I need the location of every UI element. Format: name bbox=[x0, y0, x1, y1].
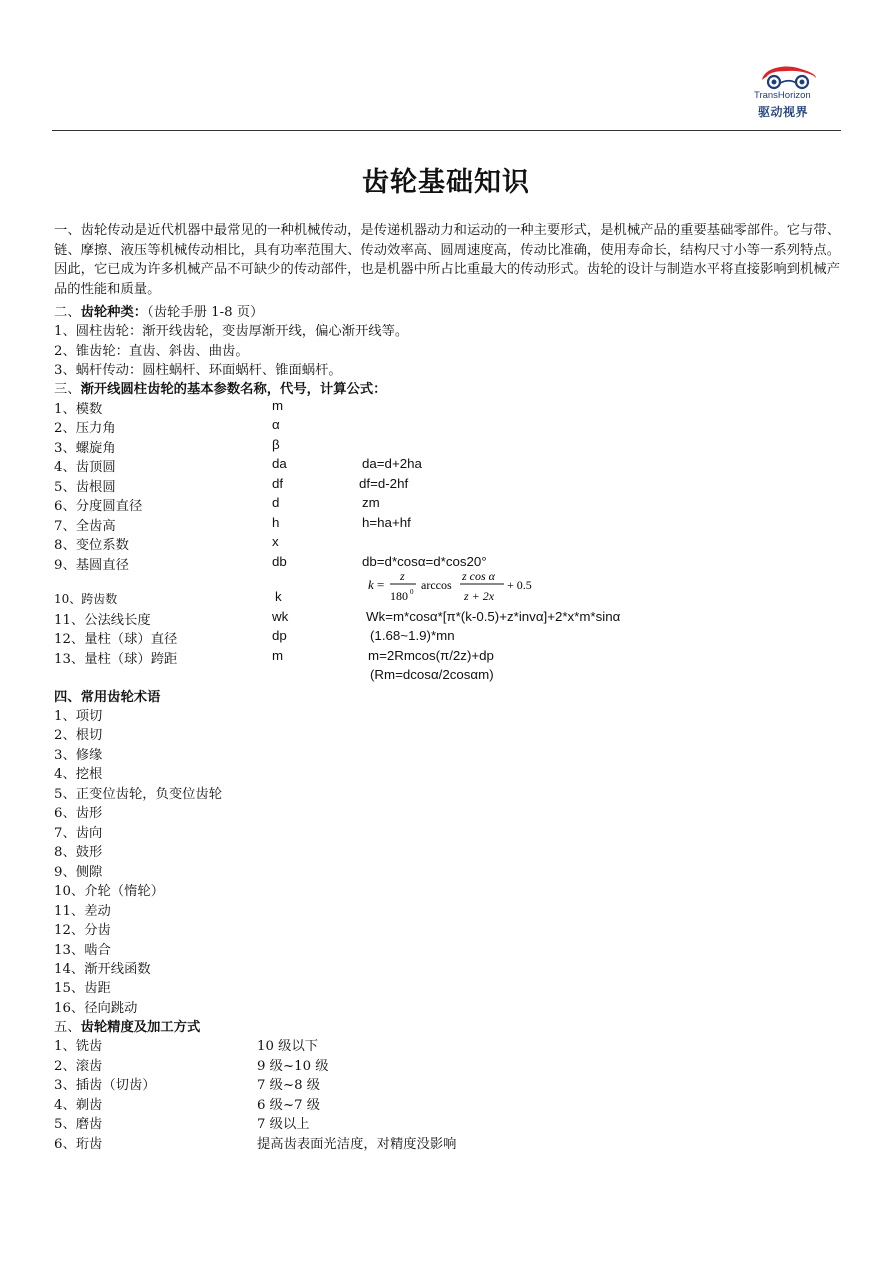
list-item: 3、蜗杆传动：圆柱蜗杆、环面蜗杆、锥面蜗杆。 bbox=[54, 363, 342, 378]
method-grade: 10 级以下 bbox=[257, 1039, 319, 1054]
param-name: 8、变位系数 bbox=[54, 538, 129, 553]
list-item: 8、鼓形 bbox=[54, 845, 103, 860]
param-code: d bbox=[272, 495, 280, 510]
param-code: m bbox=[272, 398, 284, 413]
section2-note: （齿轮手册 1-8 页） bbox=[147, 305, 264, 320]
section2-title: 齿轮种类： bbox=[80, 305, 148, 320]
param-name: 7、全齿高 bbox=[54, 519, 116, 534]
list-item: 9、侧隙 bbox=[54, 865, 103, 880]
formula-z2x: z + 2x bbox=[464, 589, 495, 603]
list-item: 2、根切 bbox=[54, 728, 103, 743]
formula-zcos: z cos α bbox=[462, 569, 495, 583]
param-name: 2、压力角 bbox=[54, 421, 116, 436]
formula-arccos: arccos bbox=[421, 578, 452, 592]
method-name: 3、插齿（切齿） bbox=[54, 1078, 156, 1093]
param-code: wk bbox=[272, 609, 289, 624]
param-name: 10、跨齿数 bbox=[54, 592, 118, 606]
param-name: 5、齿根圆 bbox=[54, 480, 116, 495]
param-formula: h=ha+hf bbox=[362, 515, 411, 530]
param-formula: Wk=m*cosα*[π*(k-0.5)+z*invα]+2*x*m*sinα bbox=[366, 609, 621, 624]
param-formula: da=d+2ha bbox=[362, 456, 422, 471]
method-grade: 7 级以上 bbox=[257, 1117, 310, 1132]
formula-eq: = bbox=[377, 577, 385, 592]
list-item: 3、修缘 bbox=[54, 748, 103, 763]
logo-text-en: TransHorizon bbox=[754, 90, 811, 101]
formula-deg: 0 bbox=[410, 588, 414, 596]
param-formula: zm bbox=[362, 495, 380, 510]
param-code: k bbox=[275, 589, 282, 604]
header-divider bbox=[52, 130, 841, 131]
car-swirl-icon bbox=[758, 62, 820, 90]
section4-heading: 四、常用齿轮术语 bbox=[54, 690, 161, 705]
param-formula: (1.68~1.9)*mn bbox=[370, 628, 455, 643]
list-item: 2、锥齿轮：直齿、斜齿、曲齿。 bbox=[54, 344, 249, 359]
param-formula: df=d-2hf bbox=[359, 476, 409, 491]
list-item: 12、分齿 bbox=[54, 923, 111, 938]
param-name: 6、分度圆直径 bbox=[54, 499, 143, 514]
page-title: 齿轮基础知识 bbox=[362, 167, 530, 198]
param-name: 12、量柱（球）直径 bbox=[54, 632, 178, 647]
param-name: 1、模数 bbox=[54, 402, 103, 417]
param-formula: m=2Rmcos(π/2z)+dp bbox=[368, 648, 494, 663]
intro-paragraph: 一、齿轮传动是近代机器中最常见的一种机械传动，是传递机器动力和运动的一种主要形式，是机械产品的重要基础零部件。它与带、链、摩擦、液压等机械传动相比，具有功率范围大、传动效率高、圆周速度高，传动比准确，使用寿命长，结构尺寸小等一系列特点。因此，它已成为许多机械产品不可缺少的传动部件，也是机器中所占比重最大的传动形式。齿轮的设计与制造水平将直接影响到机械产品的性能和质量。 bbox=[54, 223, 840, 297]
param-code: df bbox=[272, 476, 284, 491]
list-item: 13、啮合 bbox=[54, 943, 111, 958]
list-item: 16、径向跳动 bbox=[54, 1001, 138, 1016]
formula-180: 180 bbox=[390, 589, 408, 603]
method-name: 5、磨齿 bbox=[54, 1117, 103, 1132]
param-formula-note: (Rm=dcosα/2cosαm) bbox=[370, 667, 494, 682]
span-count-formula bbox=[366, 567, 541, 603]
list-item: 4、挖根 bbox=[54, 767, 103, 782]
formula-z: z bbox=[400, 569, 405, 583]
param-code: h bbox=[272, 515, 280, 530]
list-item: 7、齿向 bbox=[54, 826, 103, 841]
list-item: 15、齿距 bbox=[54, 981, 111, 996]
section3-prefix: 三、 bbox=[54, 382, 81, 397]
formula-plus: + 0.5 bbox=[507, 578, 532, 592]
method-name: 2、滚齿 bbox=[54, 1059, 103, 1074]
method-grade: 6 级~7 级 bbox=[257, 1098, 321, 1113]
param-name: 11、公法线长度 bbox=[54, 613, 151, 628]
section3-title: 渐开线圆柱齿轮的基本参数名称，代号，计算公式： bbox=[80, 382, 387, 397]
section2-prefix: 二、 bbox=[54, 305, 81, 320]
section3-heading bbox=[54, 378, 386, 397]
param-code: m bbox=[272, 648, 284, 663]
param-code: α bbox=[272, 417, 280, 432]
method-name: 6、珩齿 bbox=[54, 1137, 103, 1152]
param-code: x bbox=[272, 534, 279, 549]
param-name: 4、齿顶圆 bbox=[54, 460, 116, 475]
section5-heading bbox=[54, 1016, 200, 1035]
method-name: 4、剃齿 bbox=[54, 1098, 103, 1113]
list-item: 6、齿形 bbox=[54, 806, 103, 821]
param-name: 9、基圆直径 bbox=[54, 558, 129, 573]
param-name: 13、量柱（球）跨距 bbox=[54, 652, 178, 667]
param-code: dp bbox=[272, 628, 287, 643]
list-item: 1、项切 bbox=[54, 709, 103, 724]
list-item: 10、介轮（惰轮） bbox=[54, 884, 164, 899]
param-formula: db=d*cosα=d*cos20° bbox=[362, 554, 487, 569]
method-grade: 提高齿表面光洁度，对精度没影响 bbox=[257, 1137, 457, 1152]
param-name: 3、螺旋角 bbox=[54, 441, 116, 456]
formula-k: k bbox=[368, 577, 374, 592]
method-grade: 9 级~10 级 bbox=[257, 1059, 329, 1074]
list-item: 14、渐开线函数 bbox=[54, 962, 151, 977]
section5-prefix: 五、 bbox=[54, 1020, 81, 1035]
param-code: β bbox=[272, 437, 280, 452]
list-item: 11、差动 bbox=[54, 904, 111, 919]
logo-text-cn: 驱动视界 bbox=[758, 105, 809, 119]
list-item: 1、圆柱齿轮：渐开线齿轮，变齿厚渐开线，偏心渐开线等。 bbox=[54, 324, 409, 339]
method-name: 1、铣齿 bbox=[54, 1039, 103, 1054]
method-grade: 7 级~8 级 bbox=[257, 1078, 321, 1093]
brand-logo bbox=[752, 62, 824, 122]
list-item: 5、正变位齿轮，负变位齿轮 bbox=[54, 787, 223, 802]
param-code: da bbox=[272, 456, 287, 471]
section5-title: 齿轮精度及加工方式 bbox=[80, 1020, 201, 1035]
param-code: db bbox=[272, 554, 287, 569]
section2-heading bbox=[54, 301, 263, 320]
